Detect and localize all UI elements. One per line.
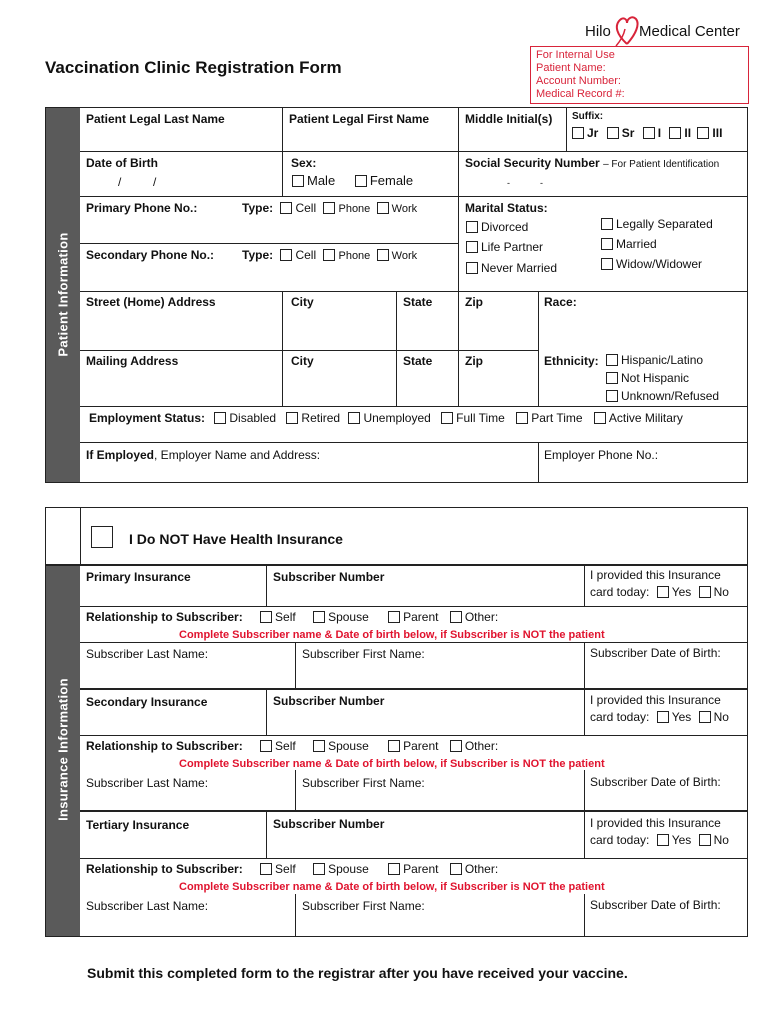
suffix-ii[interactable]: II	[669, 126, 691, 140]
subscriber-last-name-label: Subscriber Last Name:	[86, 647, 209, 661]
checkbox[interactable]	[466, 241, 478, 253]
insurance-type-label: Primary Insurance	[86, 570, 191, 584]
secondary-phone-label: Secondary Phone No.:	[86, 248, 215, 262]
employer-label: If Employed, Employer Name and Address:	[86, 448, 321, 462]
checkbox[interactable]	[348, 412, 360, 424]
employment-active-military[interactable]: Active Military	[594, 411, 683, 425]
employment-disabled[interactable]: Disabled	[214, 411, 276, 425]
insurance-type-label: Secondary Insurance	[86, 695, 208, 709]
relationship-row: Relationship to Subscriber: Self Spouse Parent Other:	[86, 862, 499, 876]
street-address-label: Street (Home) Address	[86, 295, 216, 309]
suffix-iii[interactable]: III	[697, 126, 722, 140]
hospital-logo	[585, 14, 745, 50]
marital-never-married[interactable]: Never Married	[466, 261, 557, 275]
checkbox[interactable]	[450, 740, 462, 752]
first-name-label: Patient Legal First Name	[289, 112, 430, 126]
ethnicity-unknown[interactable]: Unknown/Refused	[606, 389, 719, 403]
insurance-type-label: Tertiary Insurance	[86, 818, 190, 832]
logo-text-left: Hilo	[585, 23, 611, 40]
checkbox[interactable]	[643, 127, 655, 139]
checkbox[interactable]	[699, 711, 711, 723]
marital-legally-separated[interactable]: Legally Separated	[601, 217, 713, 231]
card-provided-line2: card today: Yes No	[590, 585, 729, 599]
card-provided-line2: card today: Yes No	[590, 833, 729, 847]
ssn-dash: -	[507, 178, 510, 188]
phone-type-cell[interactable]: Cell	[280, 248, 316, 262]
checkbox[interactable]	[669, 127, 681, 139]
subscriber-dob-label: Subscriber Date of Birth:	[590, 646, 721, 660]
employment-full-time[interactable]: Full Time	[441, 411, 505, 425]
card-no[interactable]: No	[699, 585, 729, 599]
checkbox[interactable]	[699, 586, 711, 598]
heart-logo-icon	[614, 14, 640, 48]
subscriber-first-name-label: Subscriber First Name:	[302, 899, 425, 913]
checkbox[interactable]	[606, 372, 618, 384]
relation-spouse[interactable]: Spouse	[313, 739, 369, 753]
checkbox[interactable]	[313, 863, 325, 875]
card-provided-line1: I provided this Insurance	[590, 693, 721, 707]
ethnicity-hispanic[interactable]: Hispanic/Latino	[606, 353, 703, 367]
card-yes[interactable]: Yes	[657, 585, 692, 599]
race-label: Race:	[544, 295, 577, 309]
zip-label: Zip	[465, 295, 483, 309]
employment-status-label: Employment Status:	[89, 411, 206, 425]
checkbox[interactable]	[377, 249, 389, 261]
sex-female[interactable]: Female	[355, 173, 413, 188]
relationship-row: Relationship to Subscriber: Self Spouse Parent Other:	[86, 739, 499, 753]
suffix-i[interactable]: I	[643, 126, 661, 140]
checkbox[interactable]	[466, 221, 478, 233]
submit-instruction: Submit this completed form to the registrar after you have received your vaccine.	[87, 965, 628, 981]
phone-type-work[interactable]: Work	[377, 250, 417, 262]
city-label: City	[291, 295, 314, 309]
subscriber-dob-label: Subscriber Date of Birth:	[590, 898, 721, 912]
marital-life-partner[interactable]: Life Partner	[466, 240, 543, 254]
checkbox[interactable]	[280, 202, 292, 214]
checkbox[interactable]	[388, 863, 400, 875]
zip-label: Zip	[465, 354, 483, 368]
sex-male[interactable]: Male	[292, 173, 335, 188]
dob-label: Date of Birth	[86, 156, 158, 170]
checkbox[interactable]	[450, 611, 462, 623]
internal-use-line: Account Number:	[536, 75, 621, 87]
checkbox[interactable]	[657, 586, 669, 598]
relation-self[interactable]: Self	[260, 610, 296, 624]
ssn-label: Social Security Number – For Patient Identification	[465, 156, 720, 170]
checkbox[interactable]	[441, 412, 453, 424]
checkbox[interactable]	[606, 390, 618, 402]
subscriber-last-name-label: Subscriber Last Name:	[86, 899, 209, 913]
marital-divorced[interactable]: Divorced	[466, 220, 528, 234]
primary-phone-type: Type: Cell Phone Work	[242, 201, 418, 215]
checkbox[interactable]	[607, 127, 619, 139]
subscriber-number-label: Subscriber Number	[273, 570, 385, 584]
phone-type-phone[interactable]: Phone	[323, 203, 370, 215]
checkbox[interactable]	[657, 711, 669, 723]
subscriber-dob-label: Subscriber Date of Birth:	[590, 775, 721, 789]
card-provided-line1: I provided this Insurance	[590, 568, 721, 582]
checkbox[interactable]	[572, 127, 584, 139]
dob-slash: /	[153, 175, 157, 189]
checkbox[interactable]	[355, 175, 367, 187]
sex-options	[292, 174, 413, 188]
relation-parent[interactable]: Parent	[388, 739, 438, 753]
subscriber-last-name-label: Subscriber Last Name:	[86, 776, 209, 790]
subscriber-first-name-label: Subscriber First Name:	[302, 647, 425, 661]
subscriber-number-label: Subscriber Number	[273, 694, 385, 708]
relation-self[interactable]: Self	[260, 862, 296, 876]
middle-initial-label: Middle Initial(s)	[465, 112, 553, 126]
card-no[interactable]: No	[699, 710, 729, 724]
subscriber-first-name-label: Subscriber First Name:	[302, 776, 425, 790]
subscriber-note: Complete Subscriber name & Date of birth below, if Subscriber is NOT the patient	[179, 758, 605, 770]
internal-use-line: Patient Name:	[536, 62, 606, 74]
subscriber-note: Complete Subscriber name & Date of birth below, if Subscriber is NOT the patient	[179, 629, 605, 641]
checkbox[interactable]	[466, 262, 478, 274]
checkbox[interactable]	[280, 249, 292, 261]
checkbox[interactable]	[388, 611, 400, 623]
card-provided-line2: card today: Yes No	[590, 710, 729, 724]
state-label: State	[403, 354, 433, 368]
insurance-info-sidebar-label: Insurance Information	[55, 678, 71, 821]
sex-label: Sex:	[291, 156, 317, 170]
checkbox[interactable]	[657, 834, 669, 846]
relation-spouse[interactable]: Spouse	[313, 610, 369, 624]
relation-parent[interactable]: Parent	[388, 610, 438, 624]
state-label: State	[403, 295, 433, 309]
city-label: City	[291, 354, 314, 368]
checkbox[interactable]	[594, 412, 606, 424]
checkbox[interactable]	[214, 412, 226, 424]
phone-type-phone[interactable]: Phone	[323, 250, 370, 262]
checkbox[interactable]	[516, 412, 528, 424]
employment-part-time[interactable]: Part Time	[516, 411, 582, 425]
employment-retired[interactable]: Retired	[286, 411, 340, 425]
checkbox[interactable]	[260, 863, 272, 875]
checkbox[interactable]	[313, 740, 325, 752]
form-title: Vaccination Clinic Registration Form	[45, 58, 342, 77]
relation-other[interactable]: Other:	[450, 610, 498, 624]
checkbox[interactable]	[697, 127, 709, 139]
mailing-address-label: Mailing Address	[86, 354, 179, 368]
checkbox[interactable]	[377, 202, 389, 214]
checkbox[interactable]	[292, 175, 304, 187]
checkbox[interactable]	[313, 611, 325, 623]
dob-slash: /	[118, 175, 122, 189]
suffix-options	[572, 126, 722, 140]
phone-type-work[interactable]: Work	[377, 203, 417, 215]
card-no[interactable]: No	[699, 833, 729, 847]
marital-status-label: Marital Status:	[465, 201, 548, 215]
relation-other[interactable]: Other:	[450, 862, 498, 876]
patient-info-sidebar-label: Patient Information	[55, 232, 71, 357]
relation-other[interactable]: Other:	[450, 739, 498, 753]
primary-phone-label: Primary Phone No.:	[86, 201, 198, 215]
card-yes[interactable]: Yes	[657, 833, 692, 847]
checkbox[interactable]	[286, 412, 298, 424]
checkbox[interactable]	[260, 740, 272, 752]
last-name-label: Patient Legal Last Name	[86, 112, 225, 126]
employer-phone-label: Employer Phone No.:	[544, 448, 659, 462]
card-yes[interactable]: Yes	[657, 710, 692, 724]
ethnicity-label: Ethnicity:	[544, 354, 599, 368]
employment-status-row	[89, 411, 683, 425]
marital-married[interactable]: Married	[601, 237, 657, 251]
checkbox[interactable]	[260, 611, 272, 623]
checkbox[interactable]	[606, 354, 618, 366]
phone-type-cell[interactable]: Cell	[280, 201, 316, 215]
relation-spouse[interactable]: Spouse	[313, 862, 369, 876]
suffix-sr[interactable]: Sr	[607, 126, 635, 140]
no-insurance-checkbox[interactable]	[91, 526, 113, 548]
suffix-label: Suffix:	[572, 111, 604, 122]
logo-text-right: Medical Center	[639, 23, 740, 40]
checkbox[interactable]	[388, 740, 400, 752]
relation-parent[interactable]: Parent	[388, 862, 438, 876]
subscriber-note: Complete Subscriber name & Date of birth below, if Subscriber is NOT the patient	[179, 881, 605, 893]
checkbox[interactable]	[699, 834, 711, 846]
ssn-dash: -	[540, 178, 543, 188]
ethnicity-not-hispanic[interactable]: Not Hispanic	[606, 371, 689, 385]
marital-widow[interactable]: Widow/Widower	[601, 257, 702, 271]
card-provided-line1: I provided this Insurance	[590, 816, 721, 830]
checkbox[interactable]	[601, 218, 613, 230]
employment-unemployed[interactable]: Unemployed	[348, 411, 430, 425]
relationship-row: Relationship to Subscriber: Self Spouse Parent Other:	[86, 610, 499, 624]
internal-use-box	[530, 46, 749, 104]
no-insurance-label: I Do NOT Have Health Insurance	[129, 531, 343, 547]
suffix-jr[interactable]: Jr	[572, 126, 598, 140]
secondary-phone-type: Type: Cell Phone Work	[242, 248, 418, 262]
subscriber-number-label: Subscriber Number	[273, 817, 385, 831]
checkbox[interactable]	[323, 249, 335, 261]
checkbox[interactable]	[601, 258, 613, 270]
internal-use-line: Medical Record #:	[536, 88, 625, 100]
checkbox[interactable]	[450, 863, 462, 875]
relation-self[interactable]: Self	[260, 739, 296, 753]
checkbox[interactable]	[323, 202, 335, 214]
checkbox[interactable]	[601, 238, 613, 250]
internal-use-line: For Internal Use	[536, 49, 615, 61]
